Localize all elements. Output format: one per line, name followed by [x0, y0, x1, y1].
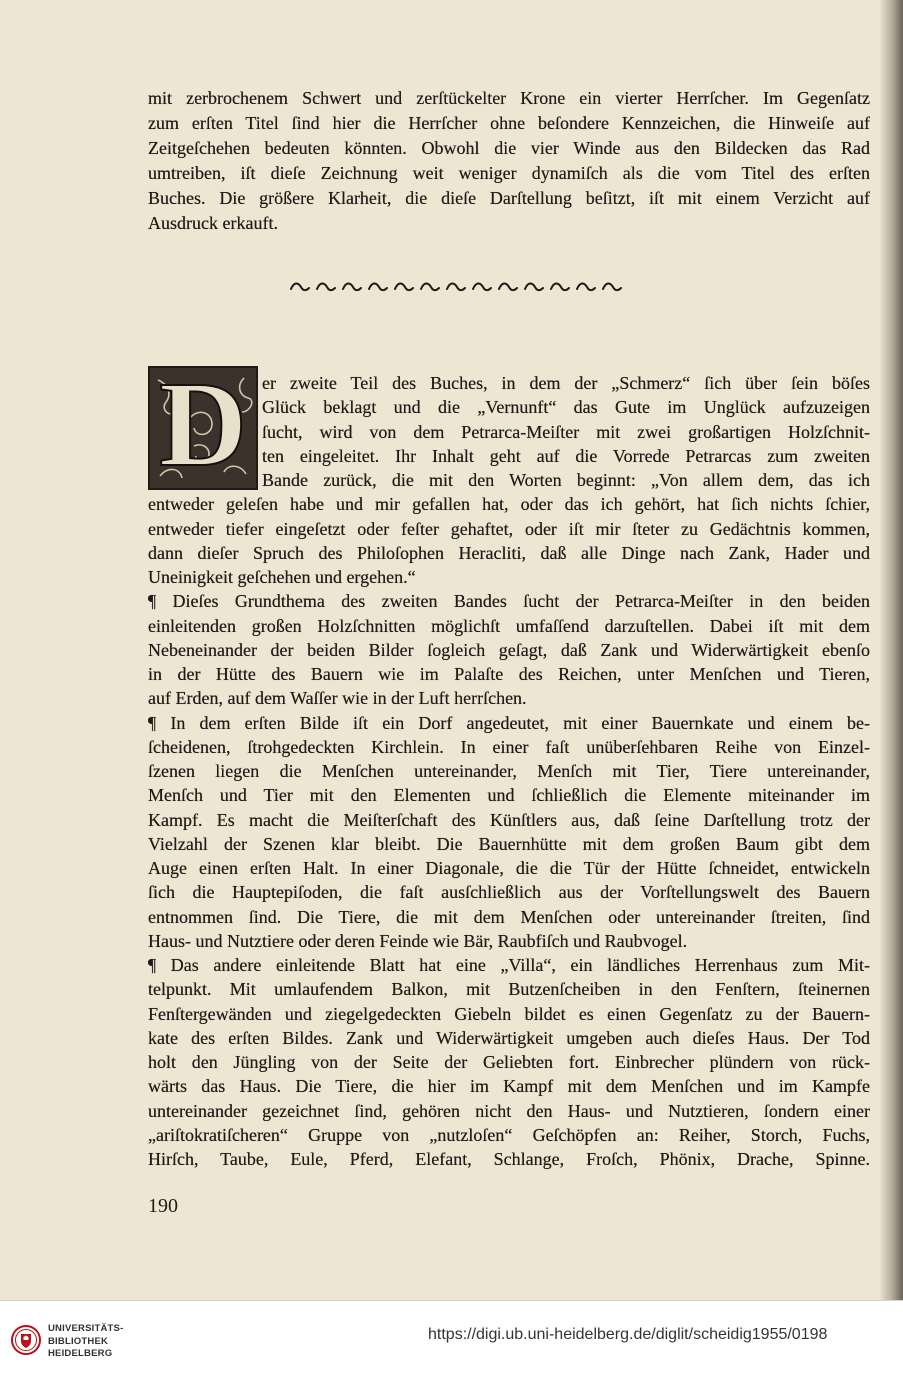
text-line: Hirſch, Taube, Eule, Pferd, Elefant, Schlange, Froſch, Phönix, Drache, Spinne. [148, 1149, 870, 1169]
text-line: ¶ Dieſes Grundthema des zweiten Bandes ſucht der Petrarca-Meiſter in den beiden [148, 591, 870, 612]
text-line: dann dieſer Spruch des Philoſophen Heracliti, daß alle Dinge nach Zank, Hader und [148, 542, 870, 563]
text-line: wärts das Haus. Die Tiere, die hier im Kampf mit dem Menſchen und im Kampfe [148, 1076, 870, 1097]
wave-ornament-divider [287, 280, 633, 296]
paragraph [148, 953, 870, 1171]
text-line: telpunkt. Mit umlaufendem Balkon, mit Butzenſcheiben in den Fenſtern, ſteinernen [148, 979, 870, 1000]
text-line: Zeitgeſchehen bedeuten könnten. Obwohl die vier Winde aus den Bildecken das Rad [148, 138, 870, 158]
drop-cap-letter: D [158, 366, 248, 490]
paragraph [148, 371, 870, 589]
text-line: Vielzahl der Szenen klar bleibt. Die Bauernhütte mit dem großen Baum gibt dem [148, 833, 870, 854]
text-line: ten eingeleitet. Ihr Inhalt geht auf die Vorrede Petrarcas zum zweiten [262, 445, 870, 466]
text-line: holt den Jüngling von der Seite der Geliebten fort. Einbrecher plündern von rück- [148, 1052, 870, 1072]
text-line: einleitenden großen Holzſchnitten möglichſt umfaſſend darzuſtellen. Dabei iſt mit dem [148, 615, 870, 636]
page-edge-shadow [879, 0, 903, 1300]
text-line: Fenſtergewänden und ziegelgedeckten Giebeln bildet es einen Gegenſatz zu der Bauern- [148, 1003, 870, 1024]
text-line: mit zerbrochenem Schwert und zerſtückelter Krone ein vierter Herrſcher. Im Gegenſatz [148, 88, 870, 108]
text-line: zum erſten Titel ſind hier die Herrſcher ohne beſondere Kennzeichen, die Hinweiſe auf [148, 113, 870, 133]
text-line: Haus- und Nutztiere oder deren Feinde wie Bär, Raubfiſch und Raubvogel. [148, 930, 688, 951]
text-line: ſucht, wird von dem Petrarca-Meiſter mit zwei großartigen Holzſchnit- [262, 421, 870, 442]
text-line: entweder tiefer eingeſetzt oder feſter gehaftet, oder iſt mir ſteter zu Gedächtnis kommen, [148, 518, 870, 539]
text-line: kate des erſten Bildes. Zank und Widerwärtigkeit umgeben auch dieſes Haus. Der Tod [148, 1027, 870, 1048]
text-line: Ausdruck erkauft. [148, 213, 278, 233]
text-line: umtreiben, iſt dieſe Zeichnung weit weniger dynamiſch als die vom Titel des erſten [148, 163, 870, 183]
text-line: ſzenen liegen die Menſchen untereinander, Menſch mit Tier, Tiere untereinander, [148, 761, 870, 781]
paragraph [148, 711, 870, 954]
logo-line: UNIVERSITÄTS- [48, 1323, 124, 1334]
text-line: Buches. Die größere Klarheit, die dieſe Darſtellung beſitzt, iſt mit einem Verzicht auf [148, 188, 870, 208]
body-text [148, 371, 870, 1171]
text-line: er zweite Teil des Buches, in dem der „Schmerz“ ſich über ſein böſes [262, 373, 870, 393]
text-line: Auge einen erſten Halt. In einer Diagonale, die die Tür der Hütte ſchneidet, entwickeln [148, 858, 870, 878]
text-line: untereinander gezeichnet ſind, gehören nicht den Haus- und Nutztieren, ſondern einer [148, 1100, 870, 1121]
library-logo-text [48, 1323, 123, 1361]
logo-line: HEIDELBERG [48, 1348, 113, 1359]
text-line: entweder geleſen habe und mir gefallen hat, oder das ich gehört, hat ſich nichts ſchier, [148, 494, 870, 515]
text-line: Glück beklagt und die „Vernunft“ das Gute im Unglück aufzuzeigen [262, 397, 870, 418]
text-line: auf Erden, auf dem Waſſer wie in der Luft herrſchen. [148, 688, 527, 709]
text-line: Nebeneinander der beiden Bilder ſogleich geſagt, daß Zank und Widerwärtigkeit ebenſo [148, 639, 870, 660]
paragraph-continued [148, 86, 870, 236]
text-line: in der Hütte des Bauern wie im Palaſte des Reichen, unter Menſchen und Tieren, [148, 664, 870, 684]
text-line: ſcheidenen, ſtrohgedeckten Kirchlein. In einer faſt unüberſehbaren Reihe von Einzel- [148, 736, 870, 757]
library-logo-link[interactable] [10, 1319, 140, 1363]
text-line: Menſch und Tier mit den Elementen und ſchließlich die Elemente miteinander im [148, 785, 870, 806]
text-line: entnommen ſind. Die Tiere, die mit dem Menſchen oder untereinander ſtreiten, ſind [148, 906, 870, 927]
text-line: Kampf. Es macht die Meiſterſchaft des Künſtlers aus, daß ſeine Darſtellung trotz der [148, 809, 870, 830]
viewer-footer [0, 1300, 903, 1378]
university-seal-icon [10, 1321, 42, 1359]
text-line: ¶ Das andere einleitende Blatt hat eine „Villa“, ein ländliches Herrenhaus zum Mit- [148, 955, 870, 975]
logo-line: BIBLIOTHEK [48, 1335, 109, 1347]
source-url-link[interactable]: https://digi.ub.uni-heidelberg.de/diglit/scheidig1955/0198 [428, 1326, 828, 1343]
text-line: „ariſtokratiſcheren“ Gruppe von „nutzloſen“ Geſchöpfen an: Reiher, Storch, Fuchs, [148, 1124, 870, 1145]
text-line: Uneinigkeit geſchehen und ergehen.“ [148, 567, 416, 587]
paragraph [148, 589, 870, 710]
text-line: ¶ In dem erſten Bilde iſt ein Dorf angedeutet, mit einer Bauernkate und einem be- [148, 712, 870, 733]
text-line: Bande zurück, die mit den Worten beginnt: „Von allem dem, das ich [262, 470, 870, 490]
text-line: ſich die Hauptepiſoden, die faſt ausſchließlich aus der Vorſtellungswelt des Bauern [148, 882, 870, 903]
page-number: 190 [148, 1195, 178, 1217]
